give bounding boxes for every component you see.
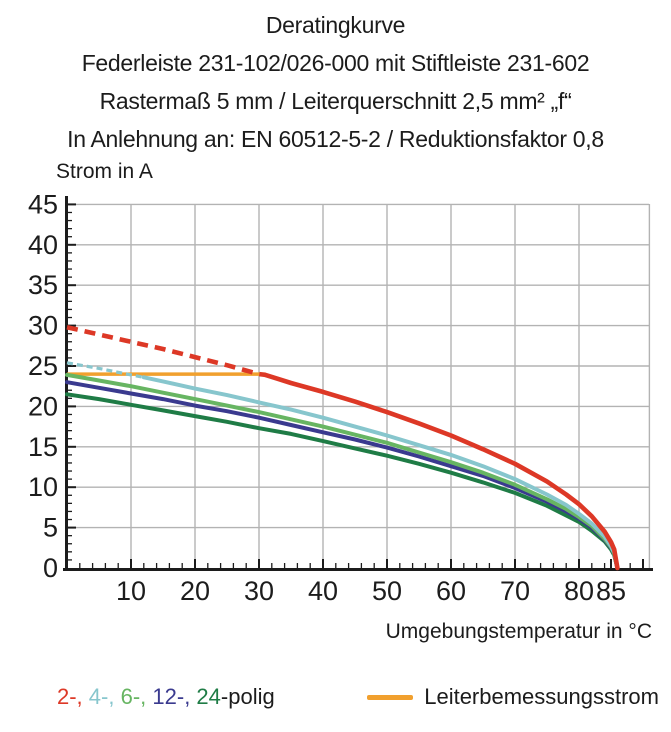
y-tick-label: 15 (27, 431, 58, 462)
legend-rated-current (367, 684, 659, 710)
x-axis-title: Umgebungstemperatur in °C (385, 620, 652, 643)
chart-subtitle-spec: Rastermaß 5 mm / Leiterquerschnitt 2,5 mm² „f“ (99, 88, 572, 114)
y-tick-label: 0 (42, 553, 58, 583)
legend (0, 684, 671, 710)
chart-header (0, 0, 671, 158)
x-tick-label: 70 (499, 576, 531, 606)
chart-subtitle-norm: In Anlehnung an: EN 60512-5-2 / Reduktionsfaktor 0,8 (67, 126, 604, 152)
y-tick-label: 35 (27, 270, 58, 301)
y-tick-label: 5 (42, 512, 58, 543)
legend-poles (57, 684, 275, 710)
rated-current-label: Leiterbemessungsstrom (424, 684, 659, 709)
legend-poles-item: 12-, (152, 684, 197, 709)
legend-poles-item: 2-, (57, 684, 89, 709)
x-tick-label: 50 (371, 576, 403, 606)
y-tick-label: 45 (27, 189, 58, 220)
chart-subtitle-product: Federleiste 231-102/026-000 mit Stiftleiste 231-602 (81, 50, 590, 76)
x-tick-label: 20 (179, 576, 211, 606)
curve-6-polig (67, 375, 617, 568)
legend-poles-item: 24 (196, 684, 221, 709)
x-tick-label: 40 (307, 576, 339, 606)
legend-poles-item: -polig (220, 684, 275, 709)
y-axis-title: Strom in A (56, 160, 153, 183)
rated-current-swatch (367, 695, 413, 700)
chart-title: Deratingkurve (265, 12, 406, 38)
x-tick-label: 30 (243, 576, 275, 606)
legend-poles-item: 6-, (120, 684, 153, 709)
y-tick-label: 40 (27, 229, 58, 260)
chart-area (0, 160, 671, 660)
x-tick-label: 80 (563, 576, 595, 606)
y-tick-label: 10 (27, 472, 58, 503)
curve-24-polig (67, 394, 617, 568)
y-tick-label: 30 (27, 310, 58, 341)
x-tick-label: 60 (435, 576, 467, 606)
derating-chart (0, 160, 671, 660)
y-tick-label: 25 (27, 351, 58, 381)
legend-poles-item: 4-, (88, 684, 121, 709)
x-tick-label: 10 (115, 576, 147, 606)
y-tick-label: 20 (27, 391, 58, 422)
x-tick-label: 85 (595, 576, 627, 606)
